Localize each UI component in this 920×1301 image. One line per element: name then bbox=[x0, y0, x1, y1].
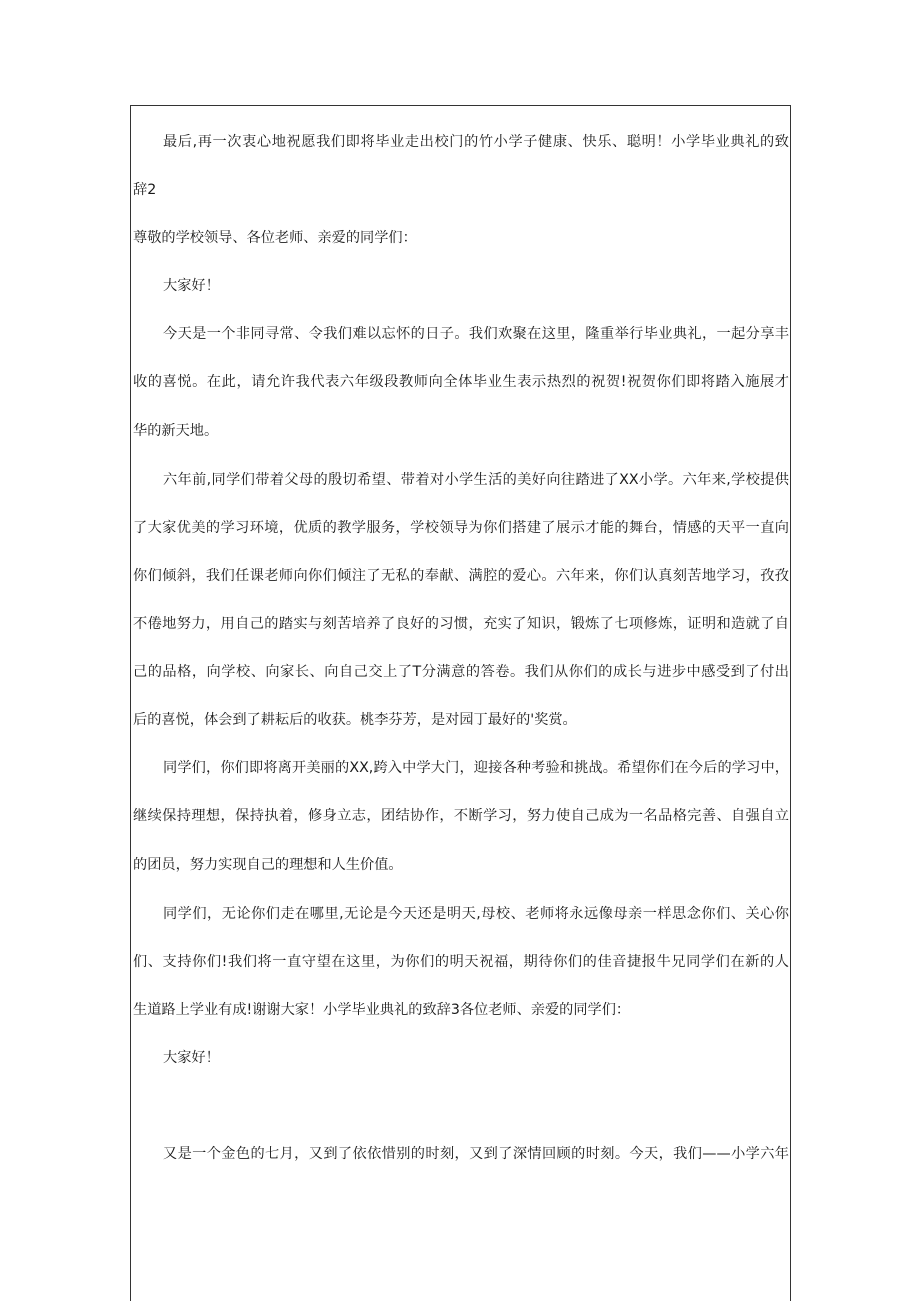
text-line: 同学们，你们即将离开美丽的XX,跨入中学大门，迎接各种考验和挑战。希望你们在今后的学习中， bbox=[163, 760, 789, 776]
text-line: 大家好！ bbox=[163, 1050, 220, 1066]
text-line: 今天是一个非同寻常、令我们难以忘怀的日子。我们欢聚在这里，隆重举行毕业典礼，一起分享丰 bbox=[163, 326, 789, 342]
text-line: 后的喜悦，体会到了耕耘后的收获。桃李芬芳，是对园丁最好的'奖赏。 bbox=[133, 712, 577, 728]
text-line: 华的新天地。 bbox=[133, 423, 219, 439]
text-line: 同学们，无论你们走在哪里,无论是今天还是明天,母校、老师将永远像母亲一样思念你们、关心你 bbox=[163, 906, 789, 922]
text-line: 又是一个金色的七月，又到了依依惜别的时刻，又到了深情回顾的时刻。今天，我们——小学六年 bbox=[163, 1146, 789, 1162]
text-line: 收的喜悦。在此，请允许我代表六年级段教师向全体毕业生表示热烈的祝贺!祝贺你们即将踏入施展才 bbox=[133, 374, 789, 390]
text-line: 尊敬的学校领导、各位老师、亲爱的同学们： bbox=[133, 230, 417, 246]
text-line: 继续保持理想，保持执着，修身立志，团结协作，不断学习，努力使自己成为一名品格完善、自强自立 bbox=[133, 808, 789, 824]
text-line: 们、支持你们!我们将一直守望在这里，为你们的明天祝福，期待你们的佳音捷报牛兄同学们在新的人 bbox=[133, 954, 789, 970]
text-line: 生道路上学业有成!谢谢大家！小学毕业典礼的致辞3各位老师、亲爱的同学们： bbox=[133, 1002, 631, 1018]
text-line: 大家好！ bbox=[163, 278, 220, 294]
text-line: 六年前,同学们带着父母的殷切希望、带着对小学生活的美好向往踏进了XX小学。六年来,学校提供 bbox=[163, 472, 789, 488]
text-line: 己的品格，向学校、向家长、向自己交上了T分满意的答卷。我们从你们的成长与进步中感受到了付出 bbox=[133, 664, 789, 680]
text-line: 辞2 bbox=[133, 182, 157, 198]
text-line: 你们倾斜，我们任课老师向你们倾注了无私的奉献、满腔的爱心。六年来，你们认真刻苦地学习，孜孜 bbox=[133, 568, 789, 584]
text-line: 不倦地努力，用自己的踏实与刻苦培养了良好的习惯，充实了知识，锻炼了七项修炼，证明和造就了自 bbox=[133, 616, 789, 632]
text-line: 了大家优美的学习环境，优质的教学服务，学校领导为你们搭建了展示才能的舞台，情感的天平一直向 bbox=[133, 520, 789, 536]
text-line: 最后,再一次衷心地祝愿我们即将毕业走出校门的竹小学子健康、快乐、聪明！小学毕业典礼的致 bbox=[163, 134, 789, 150]
text-line: 的团员，努力实现自己的理想和人生价值。 bbox=[133, 857, 403, 873]
